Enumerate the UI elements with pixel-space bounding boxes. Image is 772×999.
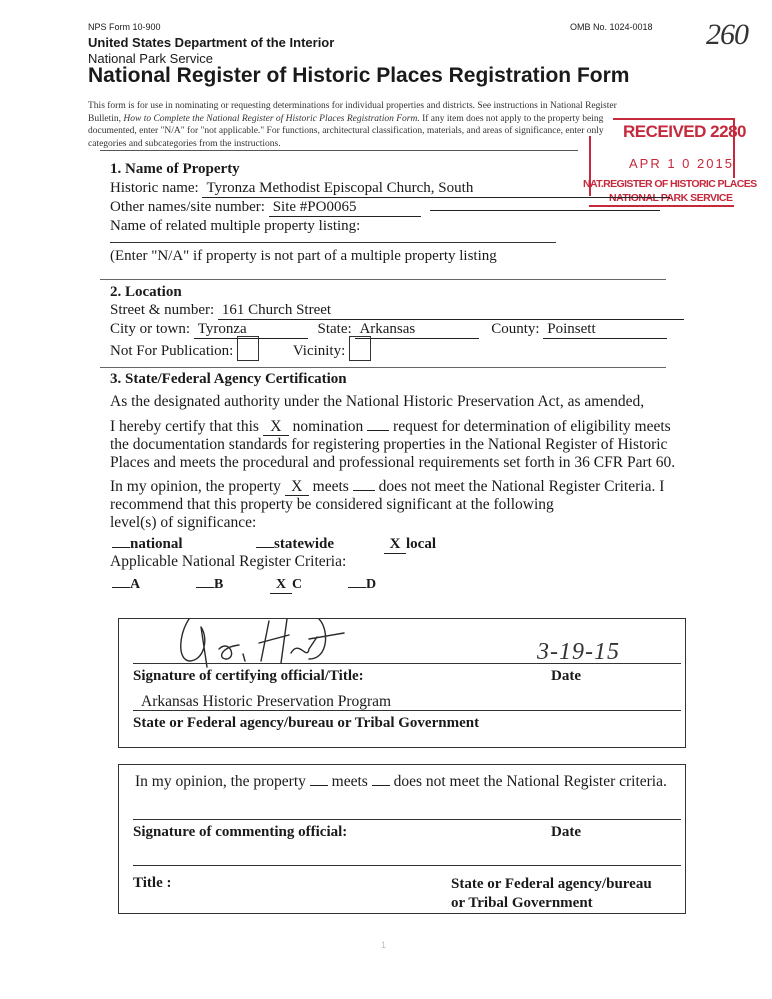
- meets-checkbox[interactable]: X: [285, 479, 309, 496]
- na-note: (Enter "N/A" if property is not part of a multiple property listing: [110, 248, 497, 264]
- criteria-label: Applicable National Register Criteria:: [110, 553, 347, 570]
- service-name: National Park Service: [88, 51, 213, 66]
- date-label: Date: [551, 668, 581, 684]
- instructions-line: Bulletin, How to Complete the National Register of Historic Places Registration Form. If any item does not apply to the property being: [88, 113, 604, 124]
- instructions-text: [88, 100, 617, 150]
- agency-line: [133, 710, 681, 711]
- criterion-c-checkbox[interactable]: X: [270, 578, 292, 594]
- vicinity-checkbox[interactable]: [349, 336, 371, 361]
- stamp-border: [613, 118, 733, 120]
- comment-meets-checkbox[interactable]: [310, 785, 328, 786]
- comment-date-label: Date: [551, 824, 581, 840]
- criterion-a: A: [112, 577, 140, 593]
- stamp-received: RECEIVED 2280: [623, 122, 746, 141]
- street-field: 161 Church Street: [218, 303, 684, 320]
- comment-signature-line: [133, 819, 681, 820]
- publication-row: Not For Publication: Vicinity:: [110, 336, 371, 361]
- city-field: Tyronza: [194, 322, 308, 339]
- other-names-row: Other names/site number: Site #PO0065: [110, 198, 670, 217]
- criterion-b-checkbox[interactable]: [196, 587, 214, 588]
- other-names-continuation: [430, 210, 660, 211]
- comment-signature-label: Signature of commenting official:: [133, 824, 348, 840]
- county-field: Poinsett: [543, 322, 667, 339]
- form-title: National Register of Historic Places Registration Form: [88, 64, 630, 87]
- comment-does-not-meet-checkbox[interactable]: [372, 785, 390, 786]
- authority-text: As the designated authority under the National Historic Preservation Act, as amended,: [110, 393, 645, 410]
- level-local: X local: [384, 536, 436, 554]
- street-row: Street & number: 161 Church Street: [110, 301, 684, 320]
- certify-line: I hereby certify that this X nomination request for determination of eligibility meets: [110, 418, 671, 435]
- section-divider: [100, 367, 666, 368]
- certify-line: the documentation standards for registering properties in the National Register of Historic: [110, 436, 668, 454]
- determination-checkbox[interactable]: [367, 430, 389, 431]
- commenting-box: [118, 764, 686, 914]
- opinion-line: level(s) of significance:: [110, 514, 257, 532]
- criterion-b: B: [196, 577, 223, 593]
- form-number: NPS Form 10-900: [88, 22, 161, 32]
- comment-title-label: Title :: [133, 875, 172, 891]
- section-location: [110, 283, 684, 339]
- handwritten-page-number: 260: [706, 18, 748, 51]
- comment-opinion: In my opinion, the property meets does not meet the National Register criteria.: [135, 773, 667, 790]
- page-mark: 1: [381, 940, 387, 950]
- historic-name-field: Tyronza Methodist Episcopal Church, South: [202, 181, 670, 198]
- agency-value: Arkansas Historic Preservation Program: [141, 693, 392, 710]
- opinion-line: recommend that this property be considered significant at the following: [110, 496, 554, 514]
- opinion-line: In my opinion, the property X meets does not meet the National Register Criteria. I: [110, 478, 665, 495]
- level-statewide-checkbox[interactable]: [256, 547, 274, 548]
- certification-statement: [110, 418, 675, 472]
- section-divider: [100, 279, 666, 280]
- instructions-line: documented, enter "N/A" for "not applicable." For functions, architectural classification, materials, and areas of significance, enter only: [88, 126, 604, 136]
- criterion-c: X C: [270, 577, 302, 594]
- instructions-line: This form is for use in nominating or requesting determinations for individual properties and districts. See instructions in National Register: [88, 101, 617, 111]
- bulletin-title: How to Complete the National Register of Historic Places Registration Form.: [123, 113, 420, 124]
- related-listing-label: Name of related multiple property listing:: [110, 218, 361, 234]
- certify-line: Places and meets the procedural and professional requirements set forth in 36 CFR Part 60.: [110, 454, 676, 472]
- state-field: Arkansas: [355, 322, 479, 339]
- level-national: national: [112, 536, 183, 553]
- omb-number: OMB No. 1024-0018: [570, 22, 653, 32]
- other-names-field: Site #PO0065: [269, 200, 421, 217]
- certifying-date: 3-19-15: [537, 639, 620, 665]
- criterion-d-checkbox[interactable]: [348, 587, 366, 588]
- department-name: United States Department of the Interior: [88, 35, 335, 50]
- comment-agency-label: State or Federal agency/bureau or Tribal Government: [451, 876, 652, 911]
- signature-label: Signature of certifying official/Title:: [133, 668, 364, 684]
- nomination-checkbox[interactable]: X: [263, 419, 289, 436]
- certifying-signature: [159, 609, 349, 669]
- stamp-date: APR 1 0 2015: [629, 156, 734, 171]
- section-heading: 2. Location: [110, 284, 182, 300]
- signature-line: [133, 663, 681, 664]
- level-national-checkbox[interactable]: [112, 547, 130, 548]
- level-statewide: statewide: [256, 536, 334, 553]
- stamp-service-name: NATIONAL PARK SERVICE: [609, 192, 733, 204]
- comment-title-line: [133, 865, 681, 866]
- section-heading: 3. State/Federal Agency Certification: [110, 371, 347, 387]
- criterion-d: D: [348, 577, 376, 593]
- criterion-a-checkbox[interactable]: [112, 587, 130, 588]
- section-name-of-property: [110, 160, 670, 236]
- level-local-checkbox[interactable]: X: [384, 537, 406, 554]
- certification-box: [118, 618, 686, 748]
- opinion-statement: [110, 478, 664, 532]
- section-heading: 1. Name of Property: [110, 161, 240, 177]
- related-listing-field: [110, 242, 556, 243]
- stamp-register-name: NAT.REGISTER OF HISTORIC PLACES: [583, 178, 757, 190]
- does-not-meet-checkbox[interactable]: [353, 490, 375, 491]
- agency-label: State or Federal agency/bureau or Tribal Government: [133, 715, 480, 731]
- city-row: City or town: Tyronza State: Arkansas County: Poinsett: [110, 320, 684, 339]
- instructions-line: categories and subcategories from the instructions.: [88, 138, 281, 149]
- not-for-publication-checkbox[interactable]: [237, 336, 259, 361]
- historic-name-row: Historic name: Tyronza Methodist Episcopal Church, South: [110, 179, 670, 198]
- section-divider: [100, 150, 578, 151]
